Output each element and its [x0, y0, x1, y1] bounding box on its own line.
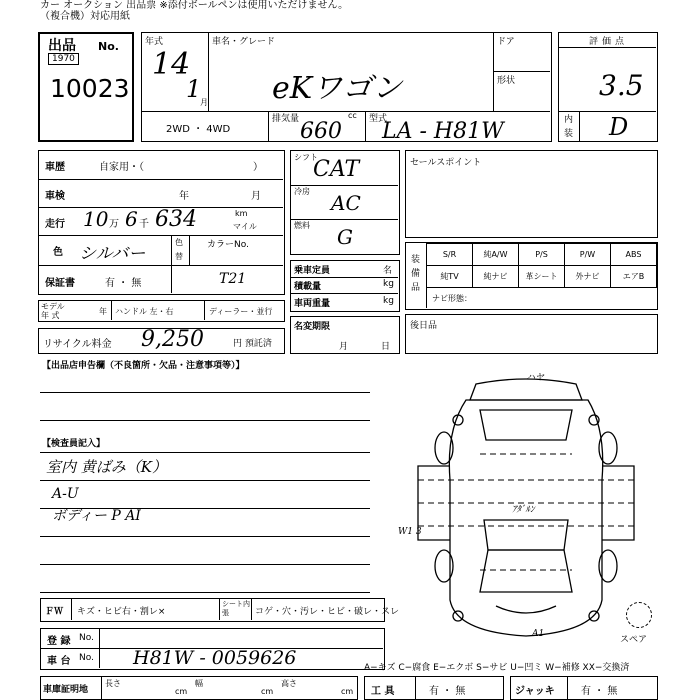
recycle-row [38, 328, 285, 354]
damage-legend: A−キズ C−腐食 E−エクボ S−サビ U−凹ミ W−補修 XX−交換済 [364, 663, 630, 673]
specs-box [290, 150, 400, 255]
tools-row [364, 676, 504, 700]
car-name-label: 車名・グレード [212, 37, 276, 47]
length-unit: cm [175, 687, 188, 696]
registration-box [40, 628, 385, 670]
mileage-man-value: 10 [83, 207, 109, 231]
name-change-day: 日 [381, 342, 391, 352]
seat-label: シート内張 [222, 600, 250, 617]
model-year-row [38, 300, 285, 322]
reg-no-label: No. [79, 633, 94, 643]
remark-line-3: ボディー P AI [52, 508, 141, 524]
weight-label: 車両重量 [294, 299, 331, 309]
aircon-value: AC [331, 191, 361, 215]
chassis-value: H81W - 0059626 [133, 647, 297, 669]
name-change-box [290, 316, 400, 354]
color-value: シルバー [79, 244, 146, 264]
fw-label: ＦＷ [45, 607, 64, 617]
car-damage-diagram [396, 370, 658, 648]
fw-seat-row [40, 598, 400, 622]
chassis-label: 車 台 [47, 656, 71, 667]
ann-bottom: A1 [532, 629, 545, 639]
equipment-item: ABS [610, 243, 657, 266]
lot-stamp: 出品 [48, 38, 76, 54]
post-date-label: 後日品 [410, 321, 438, 331]
seller-remarks-label: 【出品店申告欄（不良箇所・欠品・注意事項等）】 [42, 361, 245, 371]
jack-options: 有 ・ 無 [581, 686, 618, 697]
equipment-item: 純A/W [472, 243, 519, 266]
color-change-2: 替 [175, 252, 183, 261]
fuel-label: 燃料 [294, 221, 310, 230]
reg-label: 登 録 [47, 636, 71, 647]
load-label: 積載量 [294, 282, 322, 292]
equipment-item: P/S [518, 243, 565, 266]
post-date-box [405, 314, 658, 354]
sales-point-box [405, 150, 658, 238]
chassis-no-label: No. [79, 653, 94, 663]
year-label: 年式 [145, 37, 164, 47]
color-no-value: T21 [219, 271, 247, 287]
capacity-unit: 名 [383, 266, 393, 276]
inspector-label: 【検査員記入】 [42, 439, 106, 449]
mileage-rest-value: 634 [155, 207, 197, 232]
weight-unit: kg [383, 296, 394, 306]
displacement-unit: cc [348, 111, 357, 120]
door-label: ドア [497, 37, 515, 47]
capacity-label: 乗車定員 [294, 266, 331, 276]
spare-label: スペア [620, 635, 648, 645]
remark-line-1: 室内 黄ばみ（K） [46, 458, 167, 476]
vehicle-info-box [141, 32, 552, 142]
inspection-month-unit: 月 [251, 191, 261, 202]
name-change-label: 名変期限 [294, 322, 331, 332]
fuel-value: G [337, 225, 353, 249]
car-body-outline [449, 400, 602, 636]
model-year-label-2: 年 式 [41, 311, 60, 320]
displacement-label: 排気量 [272, 114, 300, 124]
remark-line-2: A-U [52, 486, 79, 502]
fw-value: キズ・ヒビ右・割レ× [77, 607, 166, 617]
tools-label: 工 具 [371, 686, 395, 697]
spare-tire-icon [626, 602, 652, 628]
equipment-item: エアB [610, 265, 657, 288]
dealer-label: ディーラー・並行 [209, 307, 273, 316]
equipment-item: S/R [426, 243, 473, 266]
cert-label: 車庫証明地 [43, 685, 89, 695]
equipment-item: 純TV [426, 265, 473, 288]
unit-man: 万 [109, 219, 119, 230]
model-year-unit: 年 [99, 307, 107, 316]
seat-value: コゲ・穴・汚レ・ヒビ・破レ・スレ [255, 607, 400, 617]
drive-label: 2WD ・ 4WD [166, 124, 231, 135]
color-no-label: カラーNo. [207, 240, 249, 250]
navi-type-label: ナビ形態： [432, 294, 472, 303]
equipment-item: P/W [564, 243, 611, 266]
lot-number: 10023 [50, 74, 130, 103]
rating-value: 3.5 [599, 69, 644, 102]
equipment-item: 革シート [518, 265, 565, 288]
warranty-label: 保証書 [45, 278, 75, 289]
color-change-1: 色 [175, 238, 183, 247]
equipment-label: 装備品 [411, 255, 421, 293]
ann-side: W1 3 [398, 527, 422, 537]
lot-stamp-year: 1970 [48, 53, 79, 65]
model-code-label: 型式 [369, 114, 388, 124]
height-unit: cm [341, 687, 354, 696]
history-options: 自家用・（ [99, 162, 144, 173]
year-value: 14 [152, 47, 191, 82]
color-label: 色 [53, 247, 63, 258]
capacity-box [290, 260, 400, 312]
inspection-year-unit: 年 [179, 191, 189, 202]
lot-no-label: No. [98, 40, 119, 53]
history-box [38, 150, 285, 295]
mileage-sen-value: 6 [125, 207, 138, 231]
interior-label-1: 内 [564, 115, 574, 125]
garage-cert-row [40, 676, 358, 700]
month-unit: 月 [200, 98, 208, 107]
ann-roof: ｱﾀﾞﾙﾝ [512, 505, 535, 515]
recycle-unit: 円 預託済 [233, 339, 272, 349]
recycle-label: リサイクル料金 [43, 339, 112, 350]
height-label: 高さ [281, 679, 297, 688]
handle-label: ハンドル 左・右 [115, 307, 174, 316]
aircon-label: 冷房 [294, 187, 310, 196]
mile-label: マイル [233, 222, 257, 231]
month-value: 1 [186, 75, 202, 103]
displacement-value: 660 [300, 119, 342, 144]
header-top-line: カー オークション 出品票 ※添付ボールペンは使用いただけません。 [40, 0, 349, 11]
shape-label: 形状 [497, 76, 516, 86]
form-subtitle: （複合機）対応用紙 [40, 11, 130, 22]
inspection-label: 車検 [45, 191, 65, 202]
mileage-label: 走行 [45, 219, 65, 230]
width-unit: cm [261, 687, 274, 696]
history-close: ） [253, 162, 263, 173]
jack-label: ジャッキ [515, 686, 555, 697]
width-label: 幅 [195, 679, 203, 688]
name-change-month: 月 [339, 342, 349, 352]
shift-value: CAT [313, 157, 360, 182]
ann-top: ハヤ [526, 373, 545, 383]
recycle-value: 9,250 [141, 327, 204, 352]
equipment-item: 純ナビ [472, 265, 519, 288]
rating-box [558, 32, 658, 142]
equipment-box [405, 242, 658, 310]
history-label: 車歴 [45, 162, 65, 173]
jack-row [510, 676, 658, 700]
tools-options: 有 ・ 無 [429, 686, 466, 697]
shift-label: シフト [294, 153, 318, 162]
warranty-options: 有 ・ 無 [105, 278, 142, 289]
km-label: km [235, 209, 248, 218]
unit-sen: 千 [139, 219, 149, 230]
model-code-value: LA - H81W [382, 119, 504, 144]
car-name-value: eKワゴン [272, 71, 403, 106]
interior-label-2: 装 [564, 129, 574, 139]
load-unit: kg [383, 279, 394, 289]
rating-label: 評価点 [589, 37, 629, 47]
length-label: 長さ [105, 679, 121, 688]
lot-number-box [38, 32, 134, 142]
sales-point-label: セールスポイント [410, 158, 482, 168]
equipment-item: 外ナビ [564, 265, 611, 288]
interior-rating-value: D [609, 113, 629, 141]
model-year-label-1: モデル [41, 302, 65, 311]
